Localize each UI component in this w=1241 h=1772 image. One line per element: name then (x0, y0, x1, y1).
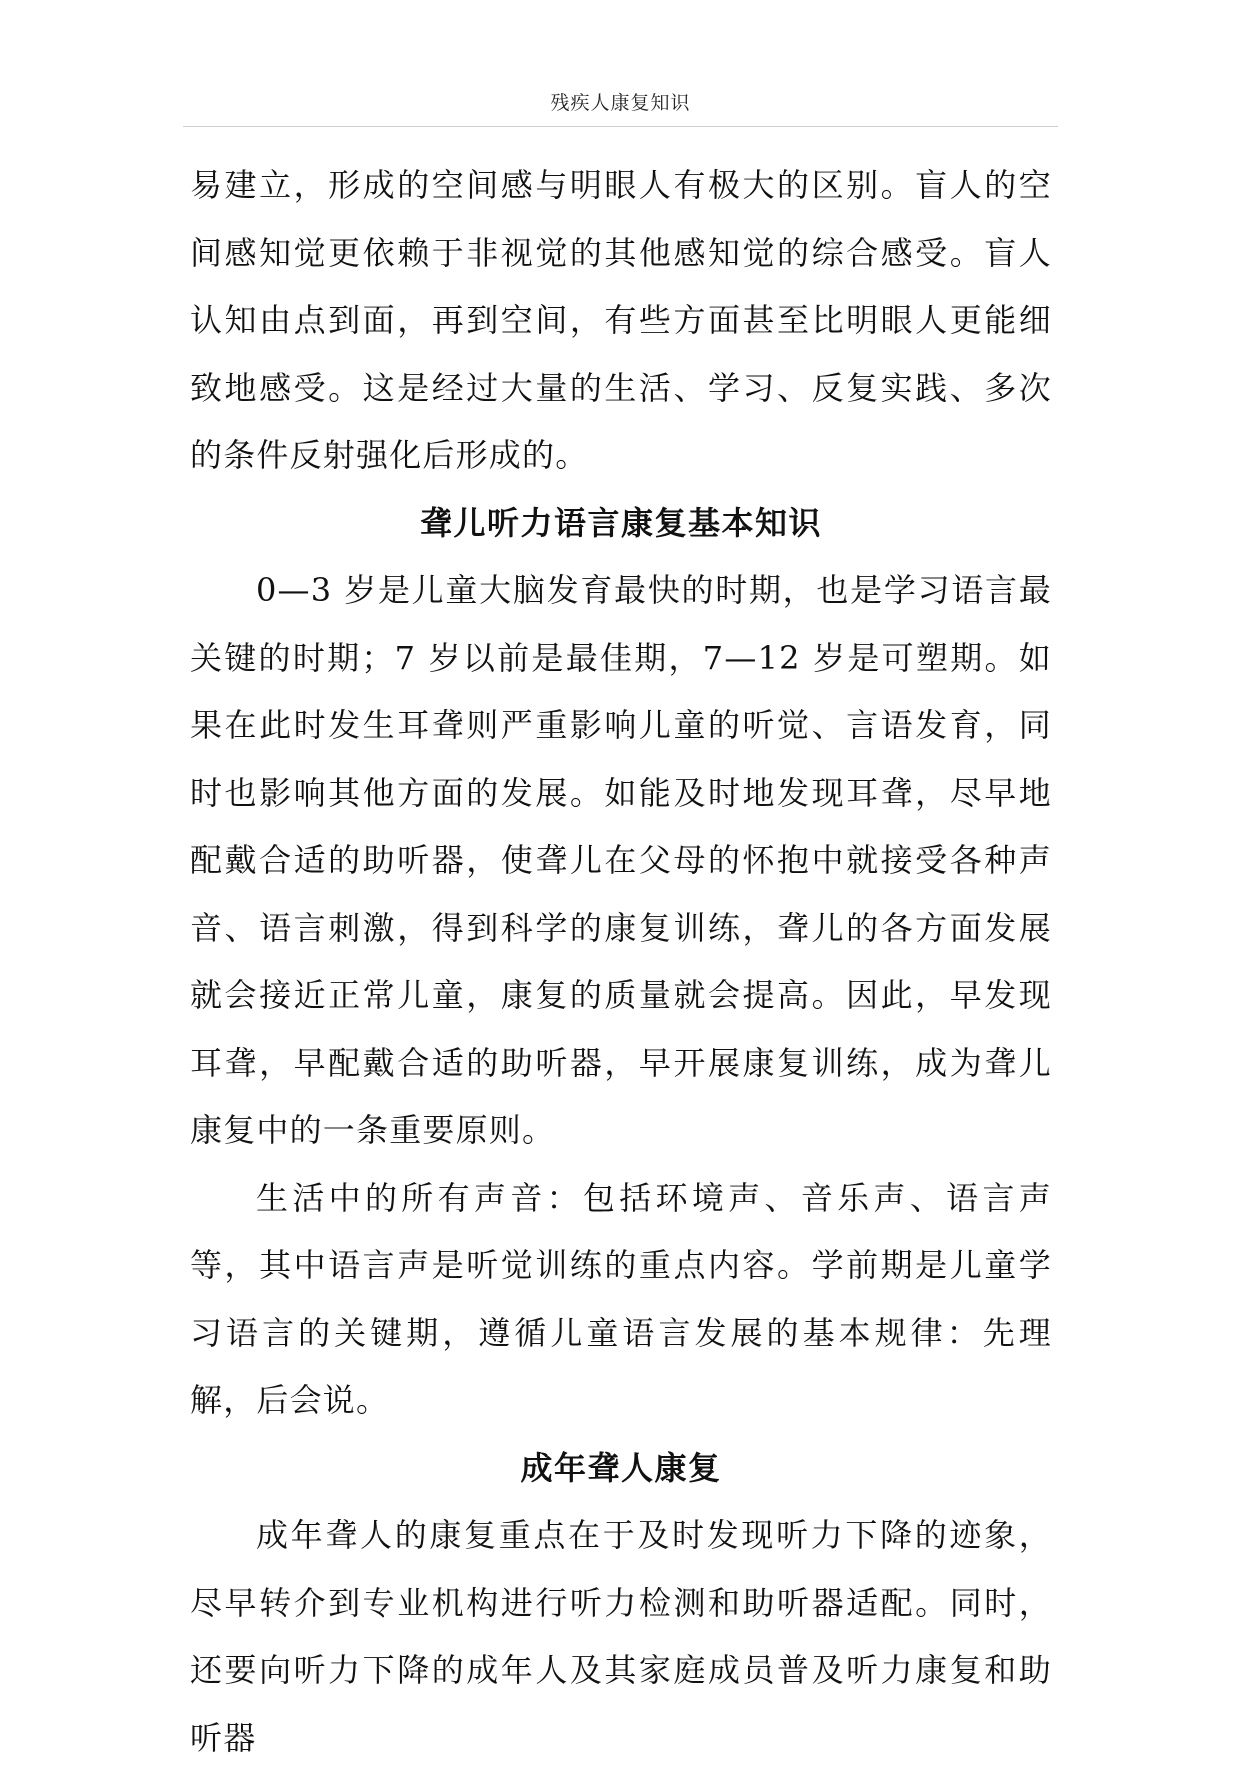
paragraph-early-intervention: 0—3 岁是儿童大脑发育最快的时期，也是学习语言最关键的时期；7 岁以前是最佳期，7—12 岁是可塑期。如果在此时发生耳聋则严重影响儿童的听觉、言语发育，同时也影响其他方面的发展。如能及时地发现耳聋，尽早地配戴合适的助听器，使聋儿在父母的怀抱中就接受各种声音、语言刺激，得到科学的康复训练，聋儿的各方面发展就会接近正常儿童，康复的质量就会提高。因此，早发现耳聋，早配戴合适的助听器，早开展康复训练，成为聋儿康复中的一条重要原则。 (190, 571, 1052, 1149)
section-heading-adult-deaf-rehab: 成年聋人康复 (520, 1448, 722, 1487)
page-header-title: 残疾人康复知识 (550, 92, 691, 114)
section-heading-deaf-children-rehab: 聋儿听力语言康复基本知识 (419, 503, 822, 542)
paragraph-auditory-training: 生活中的所有声音：包括环境声、音乐声、语言声等，其中语言声是听觉训练的重点内容。学前期是儿童学习语言的关键期，遵循儿童语言发展的基本规律：先理解，后会说。 (190, 1178, 1052, 1419)
header-divider (183, 126, 1058, 127)
paragraph-adult-rehab: 成年聋人的康复重点在于及时发现听力下降的迹象，尽早转介到专业机构进行听力检测和助听器适配。同时，还要向听力下降的成年人及其家庭成员普及听力康复和助听器 (190, 1516, 1052, 1757)
paragraph-blind-spatial-perception: 易建立，形成的空间感与明眼人有极大的区别。盲人的空间感知觉更依赖于非视觉的其他感知觉的综合感受。盲人认知由点到面，再到空间，有些方面甚至比明眼人更能细致地感受。这是经过大量的生活、学习、反复实践、多次的条件反射强化后形成的。 (190, 166, 1052, 474)
document-body (190, 152, 1052, 1772)
